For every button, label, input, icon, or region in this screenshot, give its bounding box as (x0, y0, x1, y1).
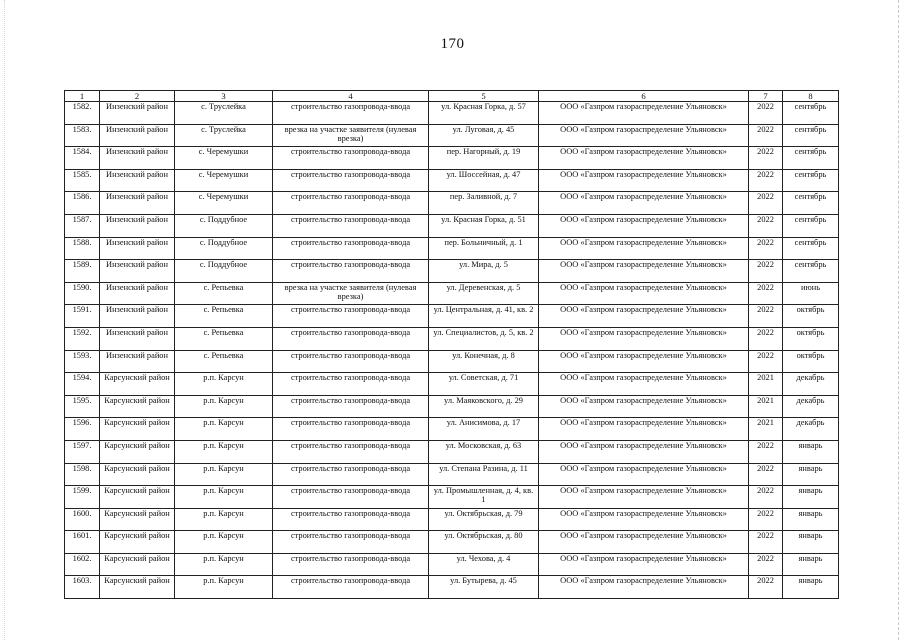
address-cell: ул. Красная Горка, д. 57 (429, 102, 539, 125)
address-cell: ул. Степана Разина, д. 11 (429, 463, 539, 486)
year-cell: 2022 (749, 327, 783, 350)
work-type-cell: строительство газопровода-ввода (273, 553, 429, 576)
table-row (65, 147, 839, 170)
contractor-cell: ООО «Газпром газораспределение Ульяновск» (539, 486, 749, 509)
work-type-cell: строительство газопровода-ввода (273, 486, 429, 509)
work-type-cell: строительство газопровода-ввода (273, 395, 429, 418)
work-type-cell: строительство газопровода-ввода (273, 169, 429, 192)
contractor-cell: ООО «Газпром газораспределение Ульяновск» (539, 237, 749, 260)
month-cell: январь (783, 463, 839, 486)
district-cell: Карсунский район (100, 395, 175, 418)
address-cell: ул. Чехова, д. 4 (429, 553, 539, 576)
work-type-cell: строительство газопровода-ввода (273, 102, 429, 125)
year-cell: 2022 (749, 576, 783, 599)
month-cell: январь (783, 440, 839, 463)
district-cell: Инзенский район (100, 102, 175, 125)
row-number: 1582. (65, 102, 100, 125)
column-header: 2 (100, 91, 175, 102)
settlement-cell: с. Репьевка (175, 305, 273, 328)
table-row (65, 305, 839, 328)
month-cell: декабрь (783, 418, 839, 441)
work-type-cell: строительство газопровода-ввода (273, 463, 429, 486)
contractor-cell: ООО «Газпром газораспределение Ульяновск» (539, 192, 749, 215)
year-cell: 2022 (749, 305, 783, 328)
settlement-cell: р.п. Карсун (175, 531, 273, 554)
settlement-cell: р.п. Карсун (175, 395, 273, 418)
work-type-cell: врезка на участке заявителя (нулевая врезка) (273, 124, 429, 147)
address-cell: ул. Октябрьская, д. 79 (429, 508, 539, 531)
row-number: 1587. (65, 214, 100, 237)
settlement-cell: р.п. Карсун (175, 463, 273, 486)
work-type-cell: врезка на участке заявителя (нулевая врезка) (273, 282, 429, 305)
district-cell: Карсунский район (100, 418, 175, 441)
settlement-cell: с. Черемушки (175, 147, 273, 170)
month-cell: январь (783, 576, 839, 599)
settlement-cell: с. Труслейка (175, 102, 273, 125)
district-cell: Инзенский район (100, 192, 175, 215)
settlement-cell: р.п. Карсун (175, 418, 273, 441)
row-number: 1601. (65, 531, 100, 554)
page-number: 170 (440, 36, 465, 52)
row-number: 1598. (65, 463, 100, 486)
table-header-row (65, 91, 839, 102)
year-cell: 2021 (749, 418, 783, 441)
contractor-cell: ООО «Газпром газораспределение Ульяновск» (539, 373, 749, 396)
address-cell: ул. Промышленная, д. 4, кв. 1 (429, 486, 539, 509)
month-cell: октябрь (783, 350, 839, 373)
settlement-cell: с. Репьевка (175, 282, 273, 305)
month-cell: сентябрь (783, 237, 839, 260)
district-cell: Инзенский район (100, 214, 175, 237)
work-type-cell: строительство газопровода-ввода (273, 418, 429, 441)
settlement-cell: р.п. Карсун (175, 486, 273, 509)
table-row (65, 237, 839, 260)
row-number: 1602. (65, 553, 100, 576)
address-cell: пер. Заливной, д. 7 (429, 192, 539, 215)
contractor-cell: ООО «Газпром газораспределение Ульяновск» (539, 395, 749, 418)
settlement-cell: р.п. Карсун (175, 576, 273, 599)
table-row (65, 576, 839, 599)
district-cell: Карсунский район (100, 508, 175, 531)
table-row (65, 373, 839, 396)
work-type-cell: строительство газопровода-ввода (273, 237, 429, 260)
district-cell: Инзенский район (100, 282, 175, 305)
work-type-cell: строительство газопровода-ввода (273, 350, 429, 373)
address-cell: ул. Маяковского, д. 29 (429, 395, 539, 418)
work-type-cell: строительство газопровода-ввода (273, 192, 429, 215)
district-cell: Инзенский район (100, 124, 175, 147)
row-number: 1597. (65, 440, 100, 463)
month-cell: январь (783, 486, 839, 509)
contractor-cell: ООО «Газпром газораспределение Ульяновск» (539, 576, 749, 599)
table-row (65, 508, 839, 531)
month-cell: сентябрь (783, 214, 839, 237)
column-header: 7 (749, 91, 783, 102)
address-cell: ул. Конечная, д. 8 (429, 350, 539, 373)
month-cell: сентябрь (783, 260, 839, 283)
work-type-cell: строительство газопровода-ввода (273, 576, 429, 599)
settlement-cell: р.п. Карсун (175, 440, 273, 463)
address-cell: ул. Специалистов, д. 5, кв. 2 (429, 327, 539, 350)
district-cell: Карсунский район (100, 440, 175, 463)
row-number: 1592. (65, 327, 100, 350)
table-row (65, 553, 839, 576)
address-cell: ул. Деревенская, д. 5 (429, 282, 539, 305)
year-cell: 2022 (749, 169, 783, 192)
column-header: 3 (175, 91, 273, 102)
row-number: 1586. (65, 192, 100, 215)
year-cell: 2022 (749, 553, 783, 576)
address-cell: ул. Советская, д. 71 (429, 373, 539, 396)
district-cell: Инзенский район (100, 237, 175, 260)
month-cell: сентябрь (783, 169, 839, 192)
table-body (65, 102, 839, 599)
row-number: 1588. (65, 237, 100, 260)
settlement-cell: с. Поддубное (175, 214, 273, 237)
contractor-cell: ООО «Газпром газораспределение Ульяновск» (539, 305, 749, 328)
work-type-cell: строительство газопровода-ввода (273, 508, 429, 531)
row-number: 1589. (65, 260, 100, 283)
work-type-cell: строительство газопровода-ввода (273, 531, 429, 554)
district-cell: Инзенский район (100, 305, 175, 328)
address-cell: ул. Мира, д. 5 (429, 260, 539, 283)
column-header: 1 (65, 91, 100, 102)
address-cell: ул. Октябрьская, д. 80 (429, 531, 539, 554)
table-row (65, 531, 839, 554)
table-row (65, 124, 839, 147)
address-cell: ул. Шоссейная, д. 47 (429, 169, 539, 192)
scan-edge-left (4, 0, 6, 640)
contractor-cell: ООО «Газпром газораспределение Ульяновск» (539, 282, 749, 305)
month-cell: октябрь (783, 305, 839, 328)
address-cell: ул. Луговая, д. 45 (429, 124, 539, 147)
contractor-cell: ООО «Газпром газораспределение Ульяновск» (539, 553, 749, 576)
month-cell: октябрь (783, 327, 839, 350)
month-cell: декабрь (783, 395, 839, 418)
row-number: 1595. (65, 395, 100, 418)
work-type-cell: строительство газопровода-ввода (273, 327, 429, 350)
row-number: 1593. (65, 350, 100, 373)
table-row (65, 395, 839, 418)
work-type-cell: строительство газопровода-ввода (273, 214, 429, 237)
column-header: 8 (783, 91, 839, 102)
settlement-cell: р.п. Карсун (175, 508, 273, 531)
district-cell: Инзенский район (100, 147, 175, 170)
contractor-cell: ООО «Газпром газораспределение Ульяновск» (539, 169, 749, 192)
year-cell: 2022 (749, 214, 783, 237)
month-cell: декабрь (783, 373, 839, 396)
contractor-cell: ООО «Газпром газораспределение Ульяновск» (539, 147, 749, 170)
district-cell: Карсунский район (100, 531, 175, 554)
address-cell: пер. Больничный, д. 1 (429, 237, 539, 260)
gasification-register-table (64, 90, 839, 599)
year-cell: 2022 (749, 440, 783, 463)
district-cell: Карсунский район (100, 576, 175, 599)
address-cell: ул. Бутырева, д. 45 (429, 576, 539, 599)
contractor-cell: ООО «Газпром газораспределение Ульяновск» (539, 350, 749, 373)
settlement-cell: с. Труслейка (175, 124, 273, 147)
table-row (65, 486, 839, 509)
contractor-cell: ООО «Газпром газораспределение Ульяновск» (539, 124, 749, 147)
year-cell: 2022 (749, 531, 783, 554)
address-cell: пер. Нагорный, д. 19 (429, 147, 539, 170)
district-cell: Инзенский район (100, 260, 175, 283)
settlement-cell: р.п. Карсун (175, 553, 273, 576)
address-cell: ул. Московская, д. 63 (429, 440, 539, 463)
month-cell: январь (783, 553, 839, 576)
table-row (65, 463, 839, 486)
contractor-cell: ООО «Газпром газораспределение Ульяновск» (539, 440, 749, 463)
table-row (65, 214, 839, 237)
settlement-cell: с. Репьевка (175, 327, 273, 350)
month-cell: сентябрь (783, 192, 839, 215)
column-header: 5 (429, 91, 539, 102)
year-cell: 2022 (749, 486, 783, 509)
row-number: 1591. (65, 305, 100, 328)
settlement-cell: с. Черемушки (175, 169, 273, 192)
row-number: 1594. (65, 373, 100, 396)
contractor-cell: ООО «Газпром газораспределение Ульяновск» (539, 531, 749, 554)
row-number: 1596. (65, 418, 100, 441)
contractor-cell: ООО «Газпром газораспределение Ульяновск» (539, 214, 749, 237)
month-cell: сентябрь (783, 147, 839, 170)
row-number: 1583. (65, 124, 100, 147)
year-cell: 2021 (749, 395, 783, 418)
address-cell: ул. Центральная, д. 41, кв. 2 (429, 305, 539, 328)
district-cell: Карсунский район (100, 373, 175, 396)
column-header: 4 (273, 91, 429, 102)
month-cell: июнь (783, 282, 839, 305)
year-cell: 2021 (749, 373, 783, 396)
row-number: 1590. (65, 282, 100, 305)
contractor-cell: ООО «Газпром газораспределение Ульяновск» (539, 260, 749, 283)
table-row (65, 350, 839, 373)
settlement-cell: с. Поддубное (175, 260, 273, 283)
contractor-cell: ООО «Газпром газораспределение Ульяновск» (539, 508, 749, 531)
work-type-cell: строительство газопровода-ввода (273, 373, 429, 396)
district-cell: Инзенский район (100, 350, 175, 373)
settlement-cell: р.п. Карсун (175, 373, 273, 396)
work-type-cell: строительство газопровода-ввода (273, 440, 429, 463)
month-cell: январь (783, 531, 839, 554)
month-cell: январь (783, 508, 839, 531)
contractor-cell: ООО «Газпром газораспределение Ульяновск» (539, 418, 749, 441)
year-cell: 2022 (749, 508, 783, 531)
table-row (65, 282, 839, 305)
month-cell: сентябрь (783, 102, 839, 125)
district-cell: Карсунский район (100, 553, 175, 576)
work-type-cell: строительство газопровода-ввода (273, 260, 429, 283)
settlement-cell: с. Поддубное (175, 237, 273, 260)
work-type-cell: строительство газопровода-ввода (273, 147, 429, 170)
year-cell: 2022 (749, 124, 783, 147)
table-row (65, 192, 839, 215)
row-number: 1603. (65, 576, 100, 599)
year-cell: 2022 (749, 102, 783, 125)
row-number: 1599. (65, 486, 100, 509)
district-cell: Карсунский район (100, 463, 175, 486)
address-cell: ул. Анисимова, д. 17 (429, 418, 539, 441)
contractor-cell: ООО «Газпром газораспределение Ульяновск» (539, 463, 749, 486)
table-row (65, 169, 839, 192)
column-header: 6 (539, 91, 749, 102)
table-row (65, 260, 839, 283)
settlement-cell: с. Репьевка (175, 350, 273, 373)
year-cell: 2022 (749, 260, 783, 283)
address-cell: ул. Красная Горка, д. 51 (429, 214, 539, 237)
year-cell: 2022 (749, 463, 783, 486)
table-row (65, 327, 839, 350)
district-cell: Инзенский район (100, 327, 175, 350)
district-cell: Карсунский район (100, 486, 175, 509)
scan-edge-right (897, 0, 899, 640)
table-row (65, 418, 839, 441)
month-cell: сентябрь (783, 124, 839, 147)
year-cell: 2022 (749, 282, 783, 305)
year-cell: 2022 (749, 147, 783, 170)
district-cell: Инзенский район (100, 169, 175, 192)
year-cell: 2022 (749, 350, 783, 373)
row-number: 1585. (65, 169, 100, 192)
year-cell: 2022 (749, 237, 783, 260)
contractor-cell: ООО «Газпром газораспределение Ульяновск» (539, 102, 749, 125)
work-type-cell: строительство газопровода-ввода (273, 305, 429, 328)
row-number: 1600. (65, 508, 100, 531)
table-row (65, 440, 839, 463)
year-cell: 2022 (749, 192, 783, 215)
settlement-cell: с. Черемушки (175, 192, 273, 215)
contractor-cell: ООО «Газпром газораспределение Ульяновск» (539, 327, 749, 350)
row-number: 1584. (65, 147, 100, 170)
table-row (65, 102, 839, 125)
